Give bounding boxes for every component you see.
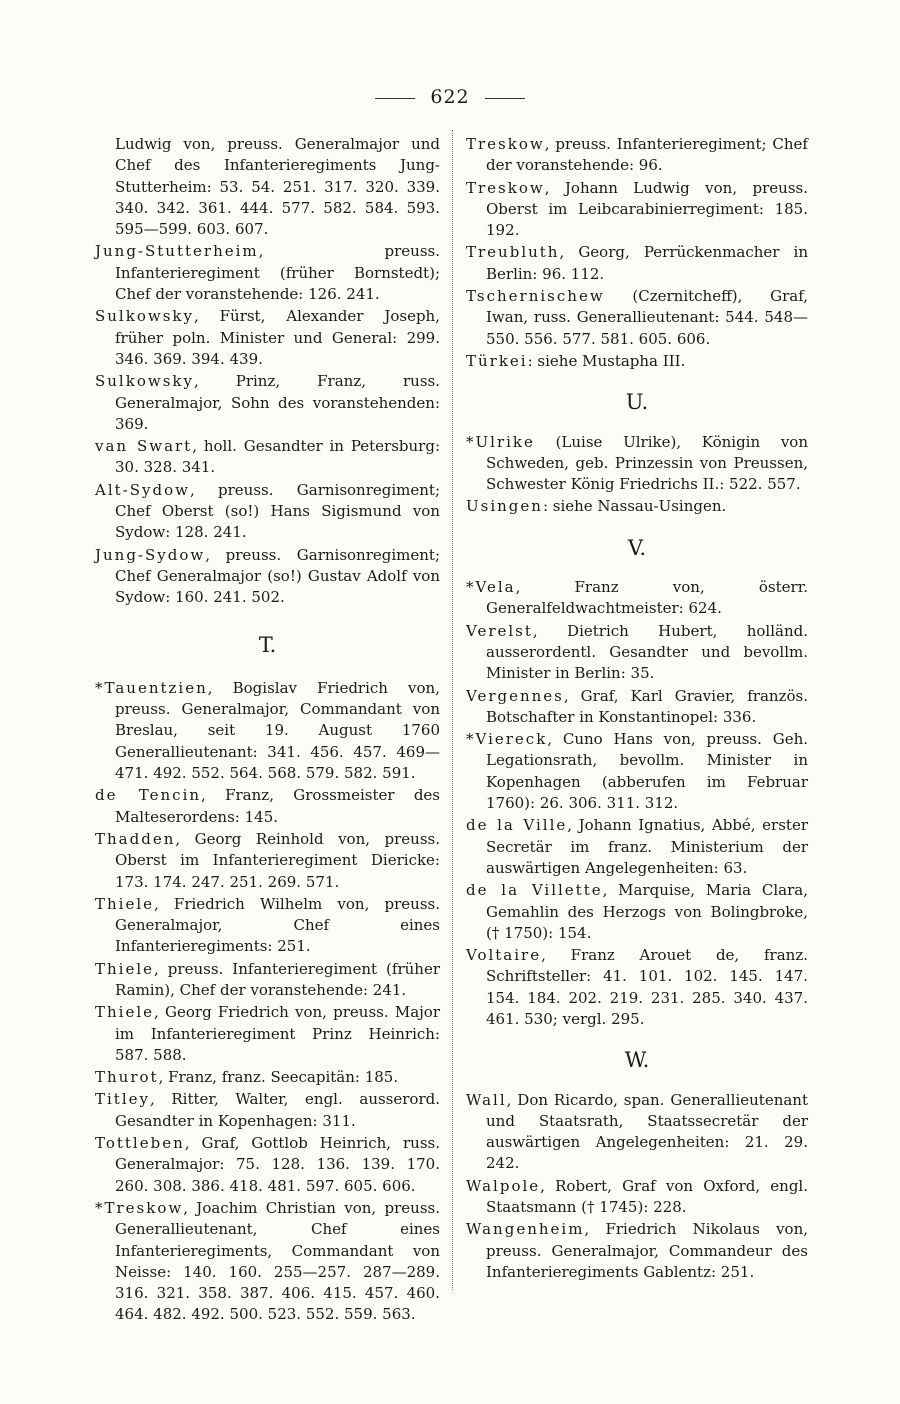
section-letter-u: U. (625, 390, 649, 415)
left-entries-top (95, 134, 440, 609)
index-entry (466, 134, 808, 177)
index-entry (466, 1176, 808, 1219)
index-entry (466, 286, 808, 350)
entry-headword: Usingen (466, 497, 543, 516)
entry-text: Ludwig von, preuss. Generalmajor und Chef des Infanterieregiments Jung-Stutterheim: 53. 54. 251. 317. 320. 339. 340. 342. 361. 444. 577. 582. 584. 593. 595—599. 603. 607. (115, 135, 440, 239)
index-entry (95, 134, 440, 240)
entry-headword: Jung-Stutterheim (95, 242, 259, 261)
entry-text: , Johann Ludwig von, preuss. Oberst im Leibcarabinierregiment: 185. 192. (486, 178, 808, 240)
entry-headword: *Tauentzien (95, 678, 208, 697)
index-entry (466, 496, 808, 517)
entry-text: , Joachim Christian von, preuss. Generallieutenant, Chef eines Infanterieregiments, Commandant von Neisse: 140. 160. 255—257. 287—289. 316. 321. 358. 387. 406. 415. 457. 460. 464. 482. 492. 500. 523. 552. 559. 563. (115, 1198, 440, 1324)
entry-headword: Thiele (95, 959, 155, 978)
entry-headword: Treskow (466, 135, 545, 153)
entry-text: , Fürst, Alexander Joseph, früher poln. Minister und General: 299. 346. 369. 394. 439. (115, 307, 440, 368)
entry-headword: Thiele (95, 1003, 155, 1022)
index-entry (466, 178, 808, 242)
entry-headword: de Tencin (95, 786, 202, 805)
section-letter-t: T. (258, 632, 277, 657)
index-entry (466, 242, 808, 285)
entry-text: : siehe Mustapha III. (527, 351, 686, 370)
entry-headword: de la Ville (466, 816, 568, 835)
right-entries-v (466, 577, 808, 1030)
index-entry (95, 1133, 440, 1197)
entry-headword: de la Villette (466, 881, 603, 900)
header-rule-right (485, 98, 525, 99)
index-entry (95, 1089, 440, 1132)
index-entry (466, 432, 808, 496)
entry-headword: *Vela (466, 578, 516, 597)
right-entries-u (466, 432, 808, 518)
index-entry (95, 959, 440, 1002)
entry-text: , holl. Gesandter in Petersburg: 30. 328. 341. (115, 437, 440, 477)
index-entry (95, 1198, 440, 1326)
index-entry (95, 1067, 440, 1088)
entry-headword: Wall (466, 1090, 507, 1109)
section-letter-w: W. (624, 1048, 650, 1073)
entry-headword: Thurot (95, 1068, 159, 1087)
index-entry (466, 686, 808, 729)
entry-headword: van Swart (95, 437, 193, 456)
entry-text: , preuss. Garnisonregiment; Chef Generalmajor (so!) Gustav Adolf von Sydow: 160. 241. 502. (115, 545, 440, 607)
entry-text: : siehe Nassau-Usingen. (542, 497, 727, 516)
left-column (95, 134, 440, 1327)
entry-headword: Walpole (466, 1176, 541, 1195)
index-entry (95, 241, 440, 305)
index-entry (95, 545, 440, 609)
entry-headword: Sulkowsky (95, 307, 194, 326)
page-header (0, 86, 900, 108)
entry-text: , Cuno Hans von, preuss. Geh. Legationsrath, bevollm. Minister in Kopenhagen (abberufen im Februar 1760): 26. 306. 311. 312. (486, 730, 808, 813)
index-entry (95, 480, 440, 544)
entry-text: , Franz, Grossmeister des Malteserordens: 145. (115, 786, 440, 826)
entry-headword: Verelst (466, 621, 533, 640)
entry-text: , Bogislav Friedrich von, preuss. Generalmajor, Commandant von Breslau, seit 19. August 1760 Generallieutenant: 341. 456. 457. 469—471. 492. 552. 564. 568. 579. 582. 591. (115, 678, 440, 783)
entry-headword: *Viereck (466, 730, 548, 749)
entry-text: , Franz, franz. Seecapitän: 185. (158, 1068, 399, 1087)
entry-headword: Wangenheim (466, 1220, 585, 1239)
index-entry (466, 577, 808, 620)
entry-text: , preuss. Infanterieregiment (früher Ramin), Chef der voranstehende: 241. (115, 959, 440, 999)
right-entries-w (466, 1090, 808, 1284)
entry-text: , Franz Arouet de, franz. Schriftsteller: 41. 101. 102. 145. 147. 154. 184. 202. 219. 231. 285. 340. 437. 461. 530; vergl. 295. (486, 946, 808, 1028)
entry-headword: Tottleben (95, 1134, 185, 1153)
entry-text: , Friedrich Wilhelm von, preuss. Generalmajor, Chef eines Infanterieregiments: 251. (115, 894, 440, 956)
entry-text: , Marquise, Maria Clara, Gemahlin des Herzogs von Bolingbroke, († 1750): 154. (486, 881, 808, 942)
column-divider (452, 130, 453, 1290)
entry-headword: Türkei (466, 351, 528, 370)
header-rule-left (375, 98, 415, 99)
entry-text: (Luise Ulrike), Königin von Schweden, geb. Prinzessin von Preussen, Schwester König Friedrichs II.: 522. 557. (486, 432, 808, 494)
entry-headword: Tschernischew (466, 287, 605, 306)
entry-text: , Georg, Perrückenmacher in Berlin: 96. 112. (486, 243, 808, 283)
index-entry (95, 371, 440, 435)
entry-headword: Thadden (95, 829, 176, 848)
entry-headword: *Ulrike (466, 432, 535, 451)
entry-text: , Robert, Graf von Oxford, engl. Staatsmann († 1745): 228. (486, 1176, 808, 1217)
index-entry (466, 729, 808, 814)
right-column (466, 134, 808, 1284)
index-entry (466, 1219, 808, 1283)
entry-text: , Prinz, Franz, russ. Generalmajor, Sohn des voranstehenden: 369. (115, 372, 440, 433)
entry-text: , Graf, Karl Gravier, französ. Botschafter in Konstantinopel: 336. (486, 686, 808, 726)
entry-text: , Dietrich Hubert, holländ. ausserordentl. Gesandter und bevollm. Minister in Berlin: 35. (486, 621, 808, 683)
entry-text: , Johann Ignatius, Abbé, erster Secretär im franz. Ministerium der auswärtigen Angelegenheiten: 63. (486, 816, 808, 877)
right-entries-top (466, 134, 808, 372)
entry-headword: Sulkowsky (95, 372, 194, 391)
index-entry (95, 785, 440, 828)
entry-text: , preuss. Infanterieregiment (früher Bornstedt); Chef der voranstehende: 126. 241. (115, 242, 440, 304)
index-entry (95, 436, 440, 479)
page-number: 622 (430, 86, 470, 108)
entry-headword: Vergennes (466, 686, 564, 705)
entry-text: , Ritter, Walter, engl. ausserord. Gesandter in Kopenhagen: 311. (115, 1090, 440, 1130)
entry-headword: Treubluth (466, 243, 560, 262)
index-entry (95, 829, 440, 893)
entry-text: , Georg Reinhold von, preuss. Oberst im Infanterieregiment Diericke: 173. 174. 247. 251. 269. 571. (115, 829, 440, 891)
left-entries-t (95, 678, 440, 1326)
entry-text: , Graf, Gottlob Heinrich, russ. Generalmajor: 75. 128. 136. 139. 170. 260. 308. 386. 418. 481. 597. 605. 606. (115, 1134, 440, 1195)
index-entry (95, 894, 440, 958)
index-entry (466, 351, 808, 372)
entry-headword: Voltaire (466, 946, 542, 965)
index-entry (95, 1002, 440, 1066)
entry-headword: Jung-Sydow (95, 545, 206, 564)
section-letter-v: V. (627, 535, 647, 560)
index-entry (95, 678, 440, 784)
index-entry (95, 306, 440, 370)
entry-text: , Don Ricardo, span. Generallieutenant und Staatsrath, Staatssecretär der auswärtigen Angelegenheiten: 21. 29. 242. (486, 1090, 808, 1173)
entry-text: , Friedrich Nikolaus von, preuss. Generalmajor, Commandeur des Infanterieregiments Gablentz: 251. (486, 1220, 808, 1281)
entry-headword: Thiele (95, 894, 155, 913)
entry-text: , Georg Friedrich von, preuss. Major im Infanterieregiment Prinz Heinrich: 587. 588. (115, 1003, 440, 1064)
entry-headword: *Treskow (95, 1198, 184, 1217)
index-entry (466, 815, 808, 879)
entry-headword: Alt-Sydow (95, 480, 190, 499)
entry-text: , Franz von, österr. Generalfeldwachtmeister: 624. (486, 578, 808, 618)
index-entry (466, 621, 808, 685)
entry-headword: Titley (95, 1090, 150, 1109)
index-entry (466, 1090, 808, 1175)
entry-text: , preuss. Garnisonregiment; Chef Oberst (so!) Hans Sigismund von Sydow: 128. 241. (115, 480, 440, 542)
index-entry (466, 880, 808, 944)
entry-text: , preuss. Infanterieregiment; Chef der voranstehende: 96. (486, 135, 808, 175)
index-entry (466, 945, 808, 1030)
entry-headword: Treskow (466, 178, 545, 197)
entry-text: (Czernitcheff), Graf, Iwan, russ. Generallieutenant: 544. 548—550. 556. 577. 581. 605. 606. (486, 287, 808, 348)
